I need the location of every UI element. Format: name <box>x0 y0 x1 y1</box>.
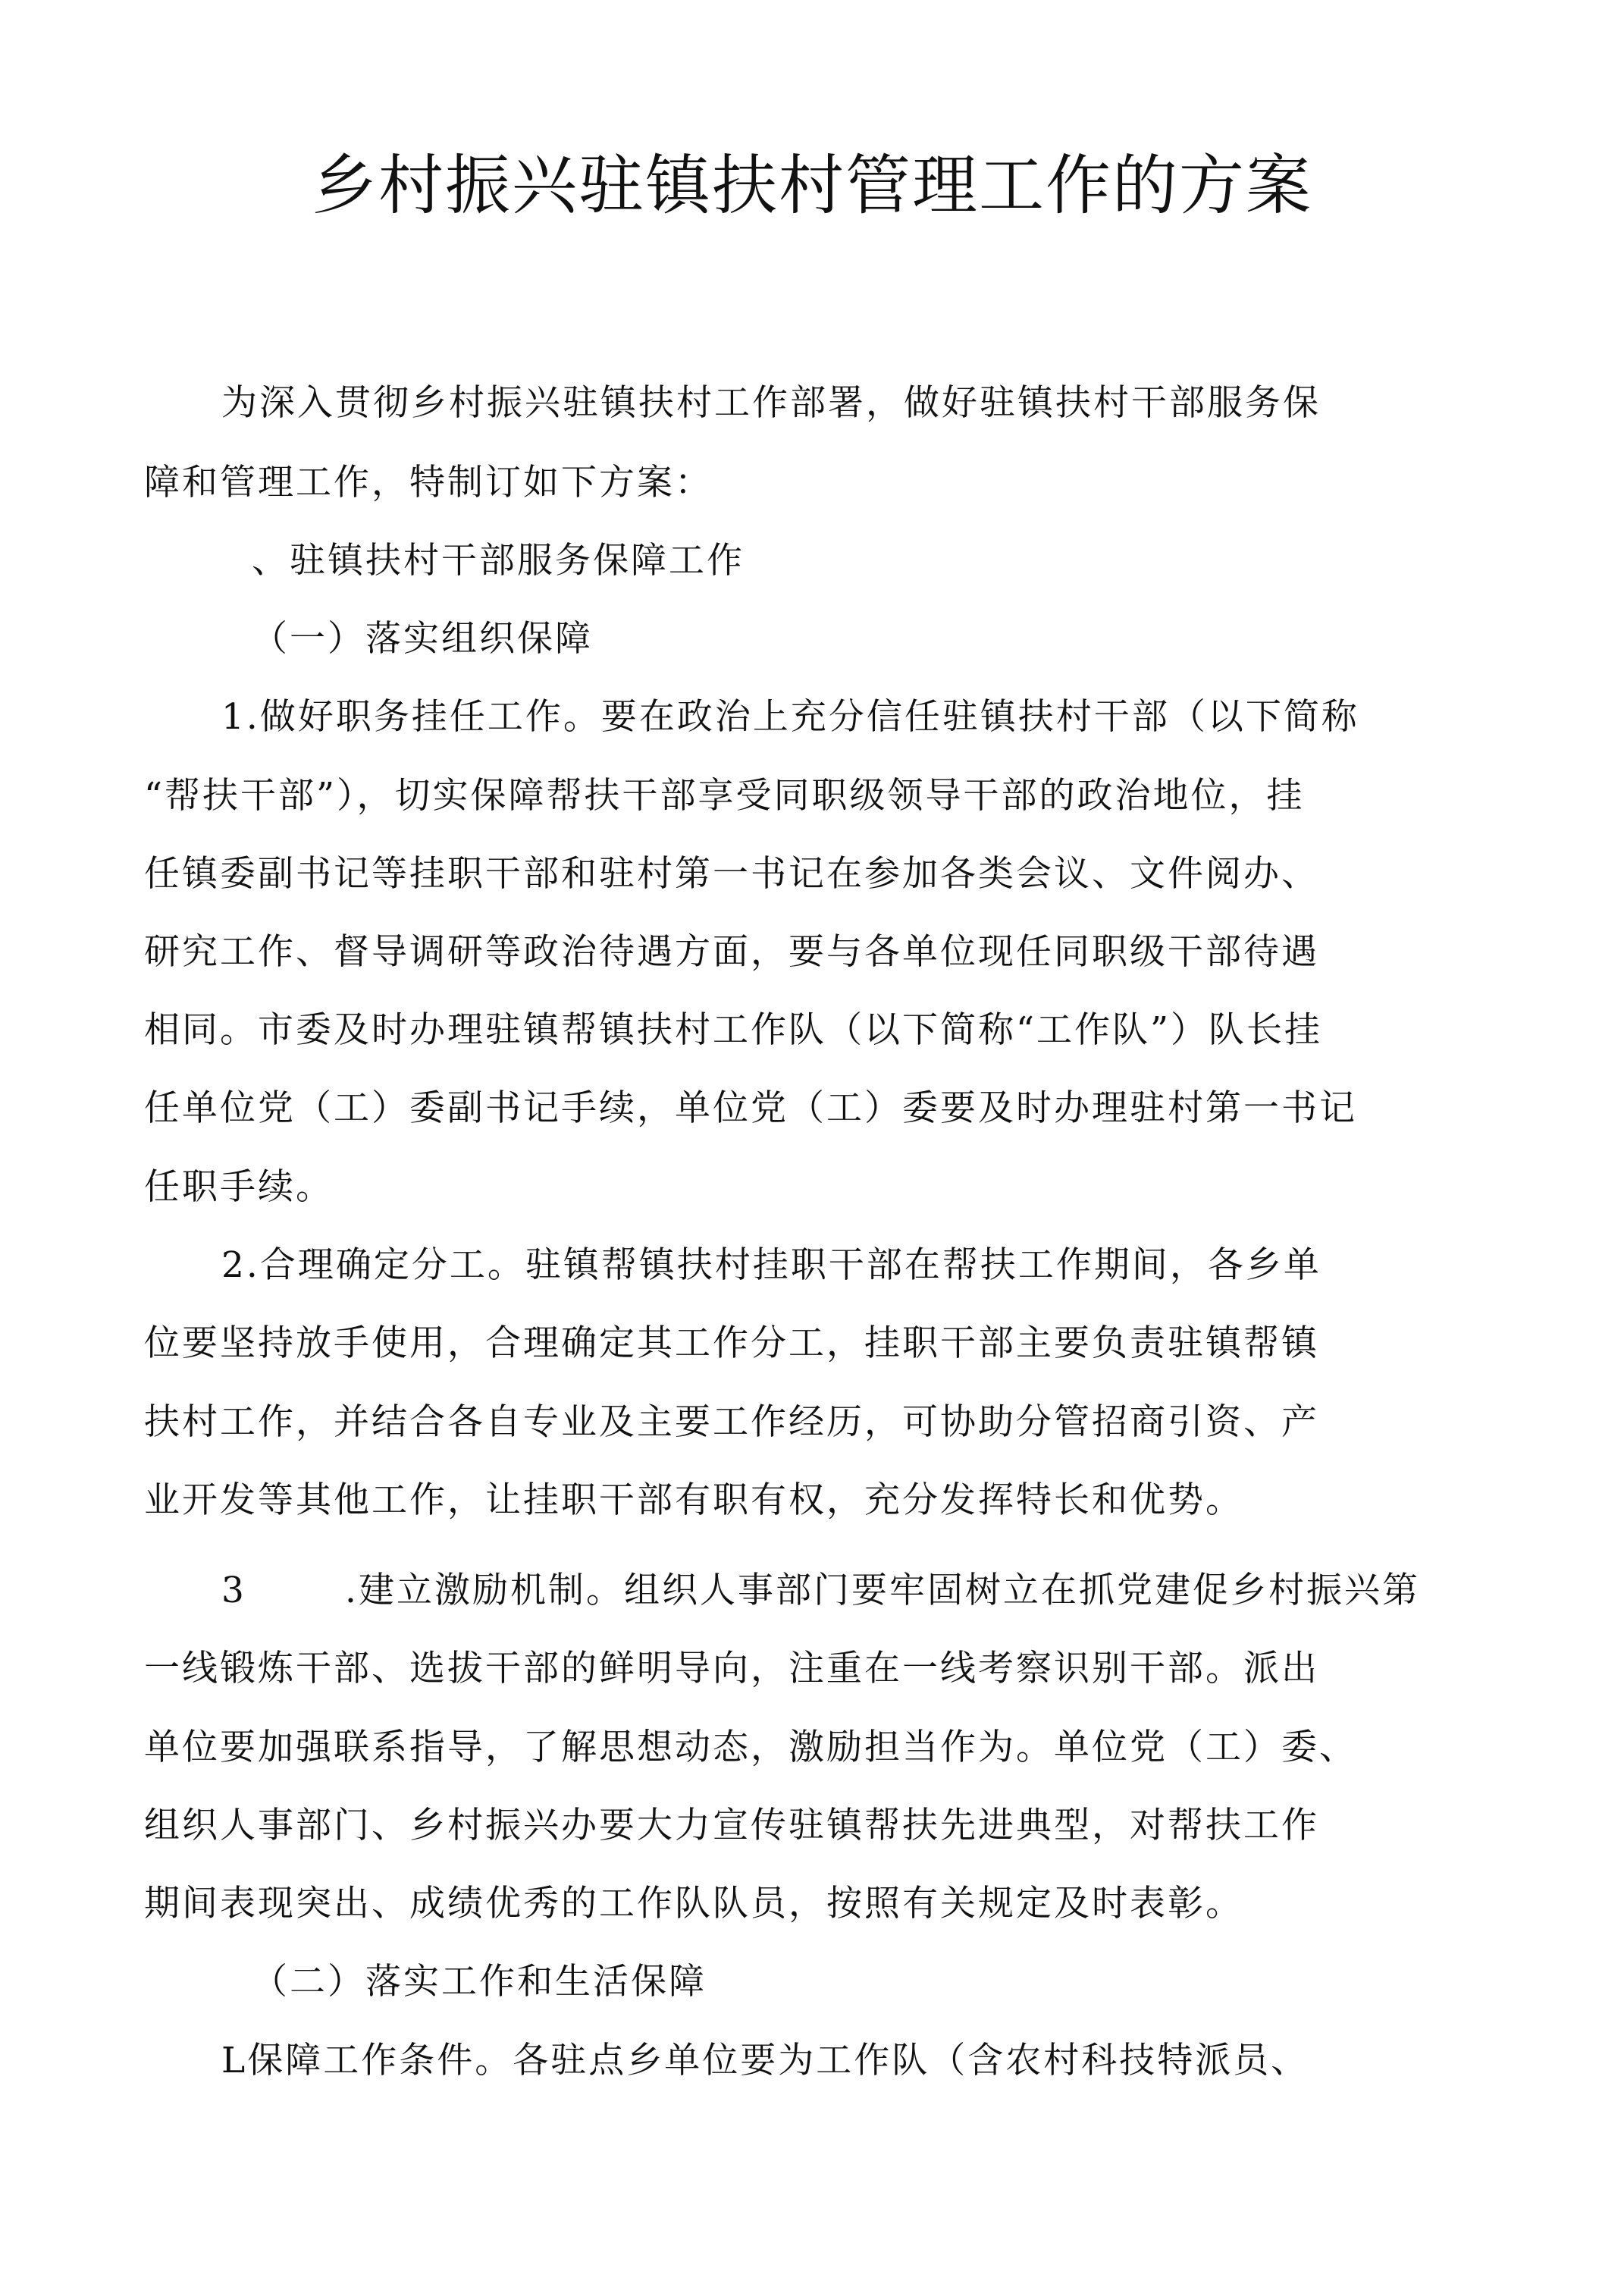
section-heading: 、驻镇扶村干部服务保障工作 <box>252 540 745 582</box>
subsection-heading: （二）落实工作和生活保障 <box>252 1961 707 2003</box>
paragraph-line: 1.做好职务挂任工作。要在政治上充分信任驻镇扶村干部（以下简称 <box>221 696 1359 738</box>
paragraph-number: 3 <box>221 1570 246 1611</box>
paragraph-line: 研究工作、督导调研等政治待遇方面，要与各单位现任同职级干部待遇 <box>144 931 1319 973</box>
paragraph-line: 一线锻炼干部、选拔干部的鲜明导向，注重在一线考察识别干部。派出 <box>144 1648 1319 1689</box>
paragraph-line: “帮扶干部”），切实保障帮扶干部享受同职级领导干部的政治地位，挂 <box>144 775 1305 817</box>
paragraph-line: 扶村工作，并结合各自专业及主要工作经历，可协助分管招商引资、产 <box>144 1401 1319 1443</box>
document-title: 乡村振兴驻镇扶村管理工作的方案 <box>312 148 1312 224</box>
paragraph-line: 位要坚持放手使用，合理确定其工作分工，挂职干部主要负责驻镇帮镇 <box>144 1322 1319 1364</box>
paragraph-line: 任职手续。 <box>144 1166 334 1208</box>
paragraph-line: 相同。市委及时办理驻镇帮镇扶村工作队（以下简称“工作队”）队长挂 <box>144 1009 1323 1051</box>
paragraph-line: 2.合理确定分工。驻镇帮镇扶村挂职干部在帮扶工作期间，各乡单 <box>221 1244 1321 1286</box>
paragraph-line: 任单位党（工）委副书记手续，单位党（工）委要及时办理驻村第一书记 <box>144 1087 1357 1129</box>
subsection-heading: （一）落实组织保障 <box>252 618 593 660</box>
paragraph-line: L保障工作条件。各驻点乡单位要为工作队（含农村科技特派员、 <box>221 2040 1309 2081</box>
paragraph-line: 任镇委副书记等挂职干部和驻村第一书记在参加各类会议、文件阅办、 <box>144 853 1319 895</box>
paragraph-line: 单位要加强联系指导，了解思想动态，激励担当作为。单位党（工）委、 <box>144 1727 1357 1768</box>
paragraph-line: 期间表现突出、成绩优秀的工作队队员，按照有关规定及时表彰。 <box>144 1883 1243 1924</box>
paragraph-line: 为深入贯彻乡村振兴驻镇扶村工作部署，做好驻镇扶村干部服务保 <box>221 382 1321 424</box>
paragraph-line: 组织人事部门、乡村振兴办要大力宣传驻镇帮扶先进典型，对帮扶工作 <box>144 1805 1319 1846</box>
paragraph-line: 障和管理工作，特制订如下方案： <box>144 462 713 503</box>
paragraph-line: .建立激励机制。组织人事部门要牢固树立在抓党建促乡村振兴第 <box>345 1570 1420 1611</box>
paragraph-line: 业开发等其他工作，让挂职干部有职有权，充分发挥特长和优势。 <box>144 1479 1243 1521</box>
